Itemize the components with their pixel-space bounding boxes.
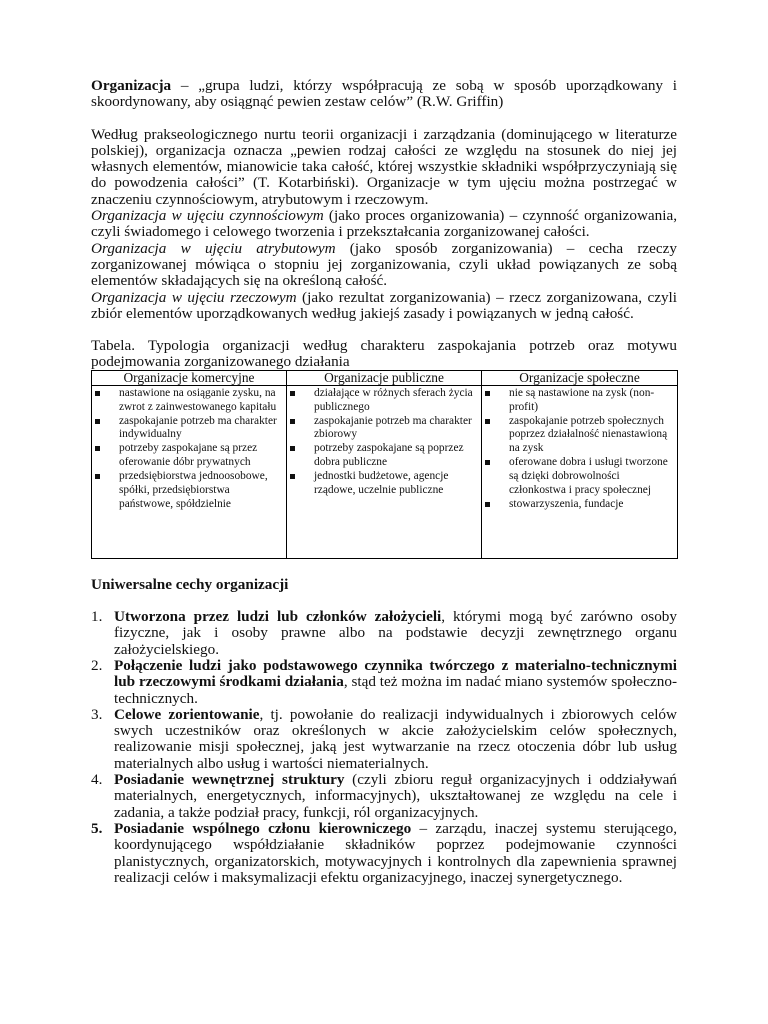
item-number: 1. [91, 608, 103, 626]
meaning-object [91, 290, 677, 323]
praxeology-paragraph: Według prakseologicznego nurtu teorii organizacji i zarządzania (dominującego w literaturze polskiej), organizacja oznacza „pewien rodzaj całości ze względu na stosunek do niej jej własnych elementów, mianowicie taka całość, której wszystkie składniki współprzyczyniają się do powodzenia całości” (T. Kotarbiński). Organizacje w tym ujęciu można postrzegać w znaczeniu czynnościowym, atrybutowym i rzeczowym. [91, 125, 677, 208]
list-item: oferowane dobra i usługi tworzone są dzięki dobrowolności członkostwa i pracy społecznej [483, 456, 674, 498]
item-number: 3. [91, 705, 103, 723]
list-item: 5. Posiadanie wspólnego członu kierowniczego – zarządu, inaczej systemu sterującego, koordynującego współdziałanie składników poprzez podejmowanie czynności planistycznych, organizatorskich, motywacyjnych i kontrolnych dla zapewnienia sprawnej realizacji celów i maksymalizacji efektu organizacyjnego, inaczej synergetycznego. [91, 819, 678, 886]
list-item: zaspokajanie potrzeb ma charakter zbiorowy [288, 415, 478, 443]
meaning-text: (jako sposób zorganizowania) – cecha rzeczy zorganizowanej mówiąca o stopniu jej zorganizowania, czyli układ powiązanych ze sobą elementów składających się na określoną całość. [91, 239, 677, 290]
bullet-icon [485, 502, 490, 507]
table-row [92, 385, 678, 558]
list-item: zaspokajanie potrzeb ma charakter indywidualny [93, 415, 283, 443]
list-item: stowarzyszenia, fundacje [483, 498, 674, 512]
meaning-activity [91, 208, 677, 241]
meaning-text: (jako proces organizowania) – czynność organizowania, czyli świadomego i celowego tworzenia i przekształcania zorganizowanej całości. [91, 207, 678, 241]
bullet-icon [485, 391, 490, 396]
cell-commercial [92, 385, 287, 558]
meaning-term: Organizacja w ujęciu rzeczowym [91, 288, 297, 306]
bullet-icon [485, 419, 490, 424]
header-social: Organizacje społeczne [482, 370, 678, 385]
cell-social [482, 385, 678, 558]
list-item: 2. Połączenie ludzi jako podstawowego czynnika twórczego z materialno-technicznymi lub rzeczowymi środkami działania, stąd też można im nadać miano systemów społeczno- technicznych. [91, 656, 678, 707]
bullet-icon [485, 460, 490, 465]
features-list [91, 609, 677, 886]
list-item: 3. Celowe zorientowanie, tj. powołanie do realizacji indywidualnych i zbiorowych celów swych uczestników oraz określonych w akcie założycielskim celów społecznych, realizowanie misji społecznej, jaką jest wytwarzanie na rzecz otoczenia dóbr lub usług materialnych albo usług i wartości niematerialnych. [91, 705, 677, 772]
definition-text: – „grupa ludzi, którzy współpracują ze sobą w sposób uporządkowany i skoordynowany, aby osiągnąć pewien zestaw celów” (R.W. Griffin) [91, 77, 677, 111]
bullet-icon [95, 446, 100, 451]
bullet-icon [95, 419, 100, 424]
bullet-icon [290, 391, 295, 396]
list-item: zaspokajanie potrzeb społecznych poprzez działalność nienastawioną na zysk [483, 415, 674, 457]
list-item: przedsiębiorstwa jednoosobowe, spółki, przedsiębiorstwa państwowe, spółdzielnie [93, 470, 283, 512]
list-item: nie są nastawione na zysk (non-profit) [483, 387, 674, 415]
list-item: potrzeby zaspokajane są przez oferowanie dóbr prywatnych [93, 442, 283, 470]
list-item: 1. Utworzona przez ludzi lub członków założycieli, którymi mogą być zarówno osoby fizyczne, jak i osoby prawne albo na podstawie decyzji zewnętrznego organu założycielskiego. [91, 608, 677, 658]
item-number: 5. [91, 819, 103, 837]
meaning-term: Organizacja w ujęciu czynnościowym [91, 207, 324, 225]
typology-table [91, 370, 678, 559]
document-page [91, 78, 677, 886]
bullet-icon [290, 474, 295, 479]
header-commercial: Organizacje komercyjne [92, 370, 287, 385]
list-item: działające w różnych sferach życia publicznego [288, 387, 478, 415]
table-caption: Tabela. Typologia organizacji według charakteru zaspokajania potrzeb oraz motywu podejmowania zorganizowanego działania [91, 337, 677, 371]
definition-term: Organizacja [91, 77, 172, 94]
bullet-icon [95, 474, 100, 479]
definition-paragraph [91, 78, 677, 111]
list-item: 4. Posiadanie wewnętrznej struktury (czyli zbioru reguł organizacyjnych i oddziaływań materialnych, energetycznych, informacyjnych), ukształtowanej ze względu na cele i zadania, a także podział pracy, funkcji, ról organizacyjnych. [91, 771, 677, 821]
table-header-row [92, 370, 678, 385]
item-number: 2. [91, 656, 103, 674]
features-heading: Uniwersalne cechy organizacji [91, 575, 289, 593]
header-public: Organizacje publiczne [287, 370, 482, 385]
item-number: 4. [91, 771, 103, 789]
bullet-icon [290, 419, 295, 424]
meaning-attribute [91, 241, 677, 290]
bullet-icon [95, 391, 100, 396]
cell-public [287, 385, 482, 558]
meaning-text: (jako rezultat zorganizowania) – rzecz zorganizowana, czyli zbiór elementów uporządkowanych według jakiejś zasady i powiązanych w jedną całość. [91, 288, 677, 322]
meaning-term: Organizacja w ujęciu atrybutowym [91, 239, 336, 257]
list-item: jednostki budżetowe, agencje rządowe, uczelnie publiczne [288, 470, 478, 498]
bullet-icon [290, 446, 295, 451]
list-item: nastawione na osiąganie zysku, na zwrot z zainwestowanego kapitału [93, 387, 283, 415]
list-item: potrzeby zaspokajane są poprzez dobra publiczne [288, 442, 478, 470]
